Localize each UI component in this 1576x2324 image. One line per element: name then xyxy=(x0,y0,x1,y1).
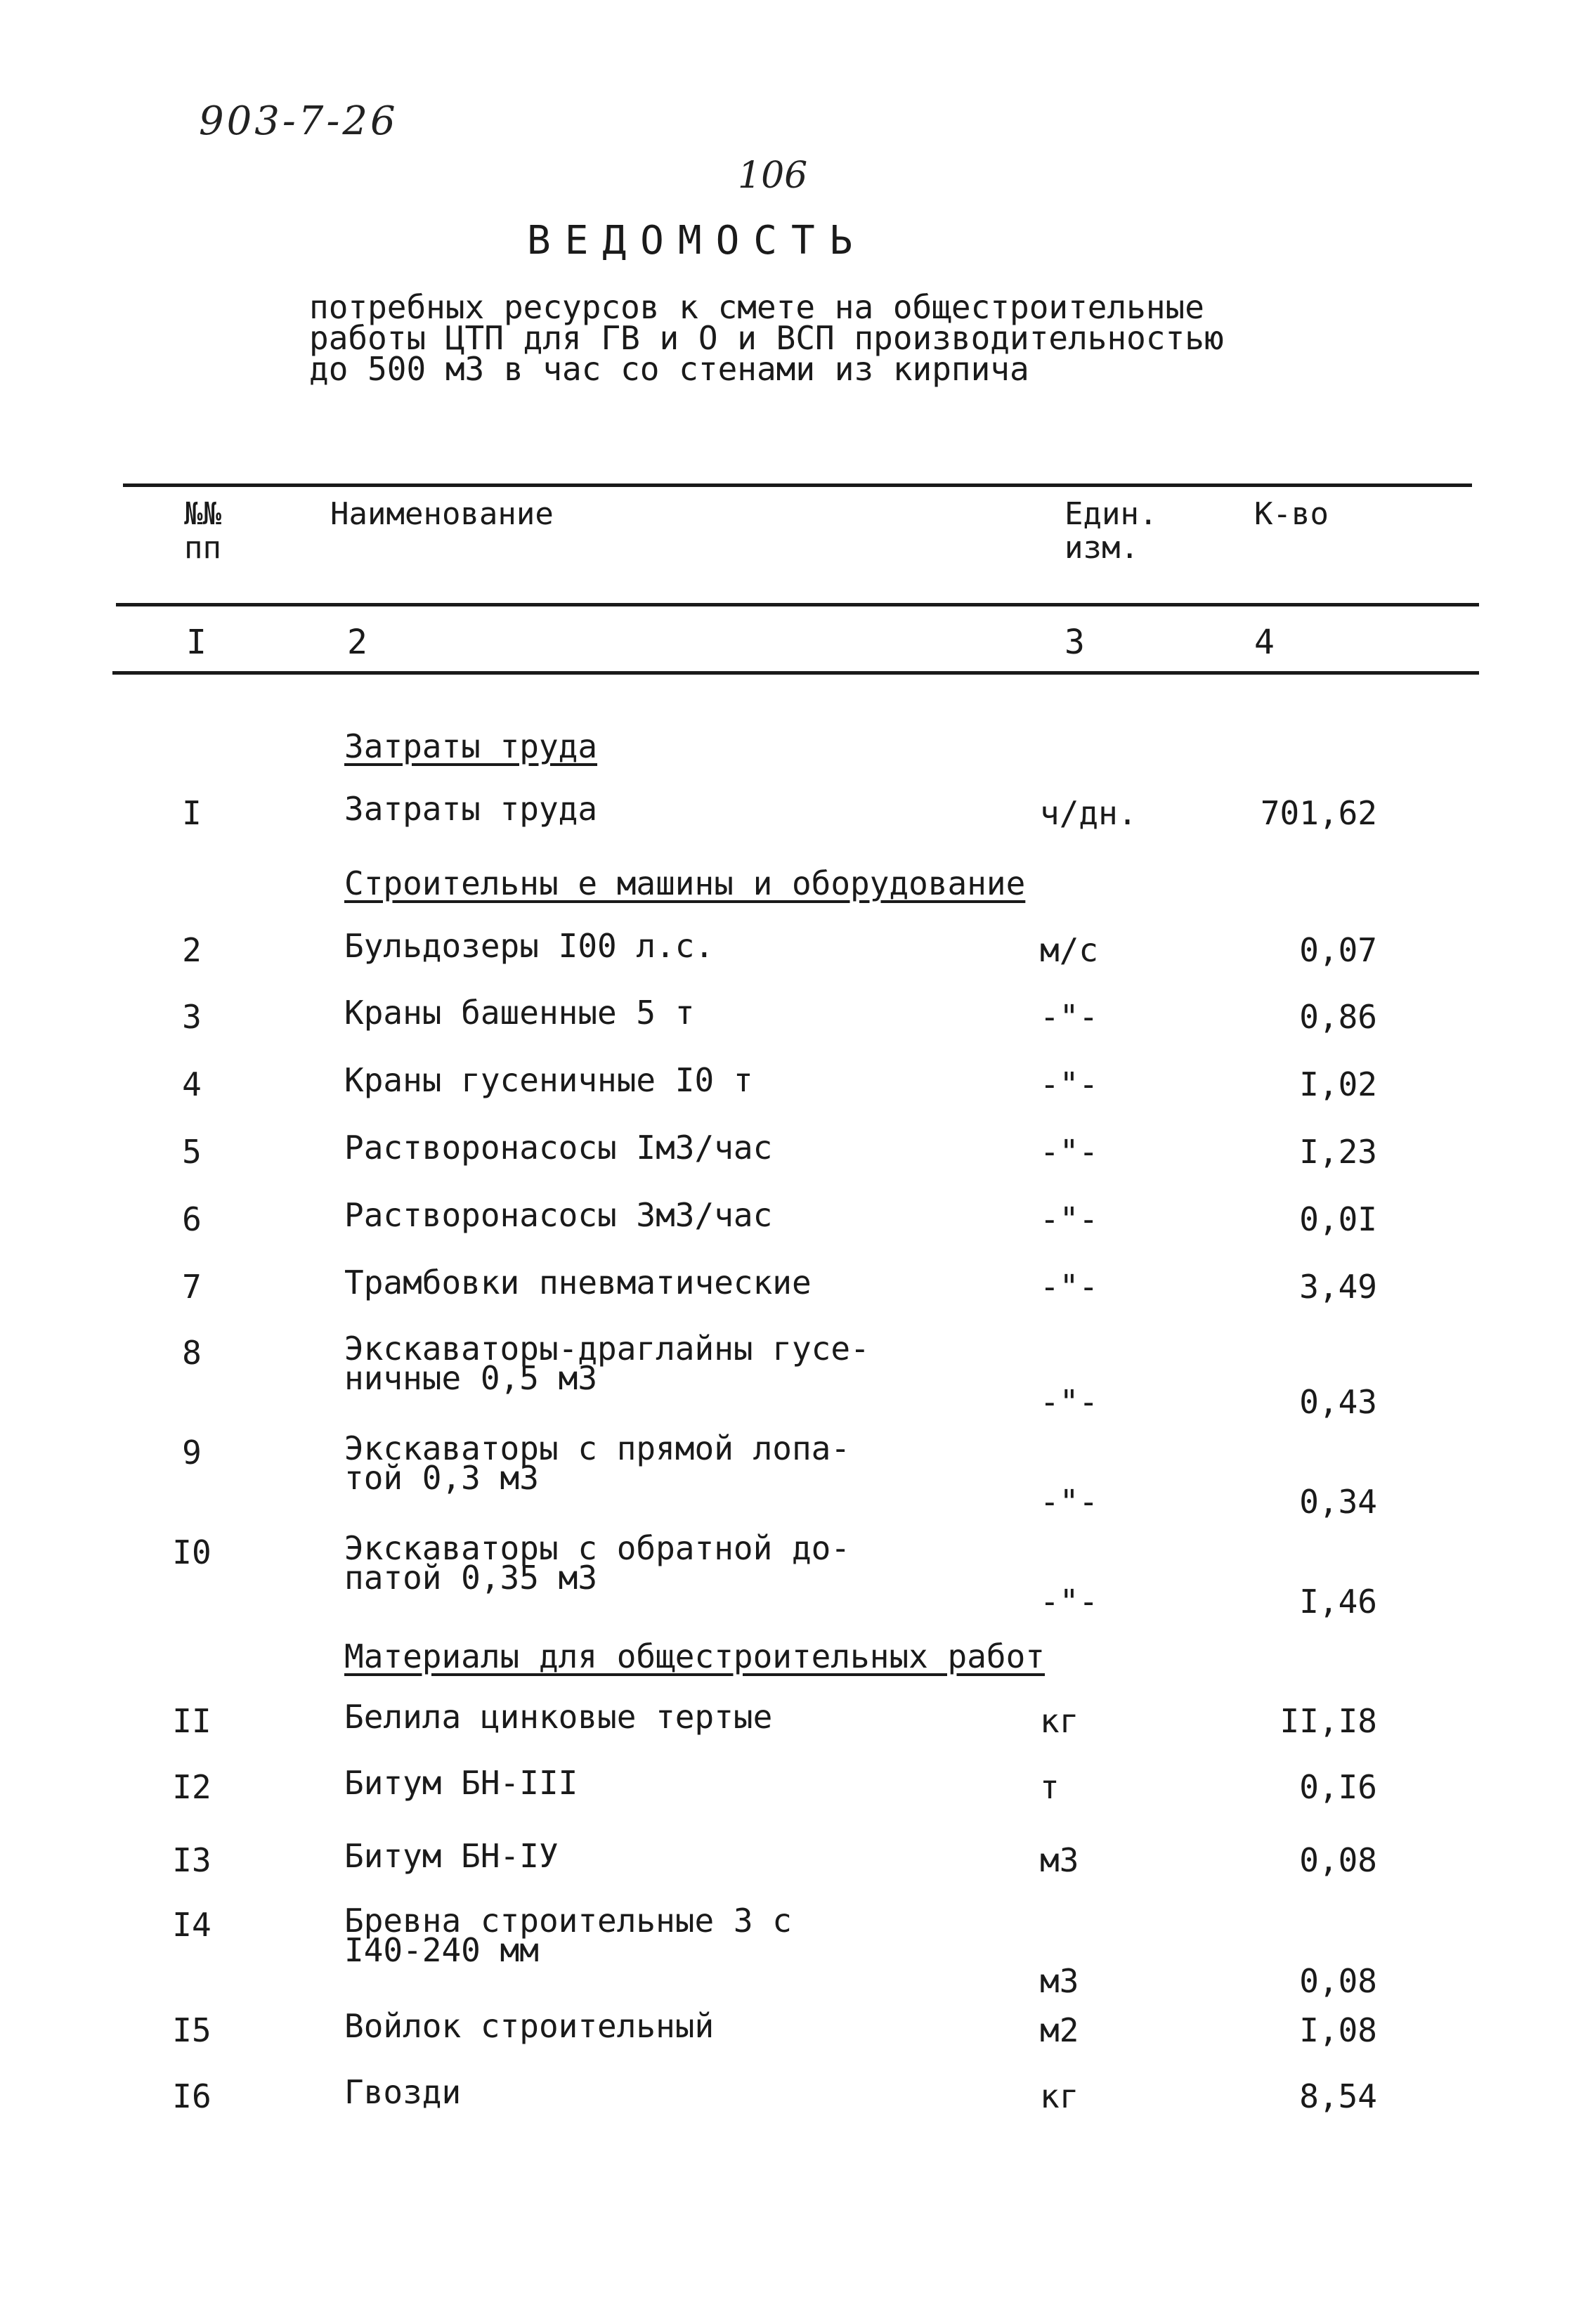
section-title-labor: Затраты труда xyxy=(344,727,598,765)
table-top-rule xyxy=(123,483,1472,487)
row-unit: м/с xyxy=(1040,931,1099,969)
header-number xyxy=(184,498,221,565)
row-quantity: 3,49 xyxy=(1299,1268,1377,1306)
row-number: II xyxy=(172,1702,211,1740)
row-name: Краны башенные 5 т xyxy=(344,994,695,1032)
header-unit-line1: Един. xyxy=(1064,496,1158,532)
row-name-line: Экскаваторы с обратной до- xyxy=(344,1529,851,1567)
row-name: Войлок строительный xyxy=(344,2007,715,2045)
row-name xyxy=(344,1429,851,1497)
column-number-1: I xyxy=(186,623,207,662)
row-quantity: 0,34 xyxy=(1299,1483,1377,1521)
subtitle-line: до 500 м3 в час со стенами из кирпича xyxy=(309,350,1029,388)
header-unit-line2: изм. xyxy=(1064,530,1139,566)
row-number: I xyxy=(182,794,202,832)
section-title-machines: Строительны е машины и оборудование xyxy=(344,864,1026,902)
column-number-3: 3 xyxy=(1064,623,1085,662)
row-number: I0 xyxy=(172,1533,211,1571)
header-number-line1: №№ xyxy=(184,496,221,532)
row-unit: -"- xyxy=(1040,998,1099,1036)
document-title: ВЕДОМОСТЬ xyxy=(527,218,867,264)
row-quantity: 0,43 xyxy=(1299,1383,1377,1421)
row-unit: -"- xyxy=(1040,1133,1099,1171)
row-quantity: II,I8 xyxy=(1279,1702,1377,1740)
row-name: Битум БН-IУ xyxy=(344,1837,559,1875)
row-name-line: той 0,3 м3 xyxy=(344,1459,539,1497)
row-quantity: 0,08 xyxy=(1299,1841,1377,1879)
row-quantity: 0,07 xyxy=(1299,931,1377,969)
row-unit: м2 xyxy=(1040,2011,1079,2049)
column-numbers-rule xyxy=(112,671,1479,675)
row-name: Гвозди xyxy=(344,2073,462,2111)
row-quantity: 701,62 xyxy=(1260,794,1377,832)
row-number: 5 xyxy=(182,1133,202,1171)
row-name: Краны гусеничные I0 т xyxy=(344,1061,753,1099)
row-unit: м3 xyxy=(1040,1841,1079,1879)
column-number-2: 2 xyxy=(347,623,367,662)
row-number: 2 xyxy=(182,931,202,969)
column-number-4: 4 xyxy=(1254,623,1275,662)
row-name: Белила цинковые тертые xyxy=(344,1698,773,1736)
row-quantity: 0,I6 xyxy=(1299,1768,1377,1806)
row-number: I2 xyxy=(172,1768,211,1806)
row-unit: м3 xyxy=(1040,1962,1079,2000)
header-name: Наименование xyxy=(330,496,554,532)
row-number: 7 xyxy=(182,1268,202,1306)
row-quantity: 8,54 xyxy=(1299,2077,1377,2115)
section-title-materials: Материалы для общестроительных работ xyxy=(344,1637,1045,1675)
row-number: 9 xyxy=(182,1434,202,1472)
header-unit xyxy=(1064,498,1157,565)
document-code: 903-7-26 xyxy=(199,98,398,144)
row-unit: кг xyxy=(1040,2077,1079,2115)
row-name xyxy=(344,1330,870,1397)
row-name-line: Бревна строительные 3 с xyxy=(344,1902,792,1940)
row-number: 4 xyxy=(182,1065,202,1103)
row-unit: -"- xyxy=(1040,1268,1099,1306)
row-quantity: 0,0I xyxy=(1299,1200,1377,1238)
row-unit: -"- xyxy=(1040,1583,1099,1621)
subtitle-line: работы ЦТП для ГВ и О и ВСП производительностью xyxy=(309,319,1224,357)
row-name: Затраты труда xyxy=(344,790,598,828)
row-quantity: 0,86 xyxy=(1299,998,1377,1036)
row-unit: -"- xyxy=(1040,1483,1099,1521)
row-name-line: Экскаваторы с прямой лопа- xyxy=(344,1429,851,1467)
header-bottom-rule xyxy=(116,603,1479,606)
row-unit: т xyxy=(1040,1768,1060,1806)
row-number: I5 xyxy=(172,2011,211,2049)
row-number: 3 xyxy=(182,998,202,1036)
row-number: I4 xyxy=(172,1906,211,1944)
row-quantity: I,46 xyxy=(1299,1583,1377,1621)
row-name xyxy=(344,1902,792,1969)
row-name: Растворонасосы Iм3/час xyxy=(344,1129,773,1167)
row-quantity: I,23 xyxy=(1299,1133,1377,1171)
row-name: Бульдозеры I00 л.с. xyxy=(344,927,715,965)
row-name-line: патой 0,35 м3 xyxy=(344,1559,598,1597)
header-number-line2: пп xyxy=(184,530,221,566)
row-quantity: 0,08 xyxy=(1299,1962,1377,2000)
row-name: Растворонасосы 3м3/час xyxy=(344,1196,773,1234)
row-number: I3 xyxy=(172,1841,211,1879)
row-name xyxy=(344,1529,851,1597)
row-name: Трамбовки пневматические xyxy=(344,1264,812,1301)
row-unit: -"- xyxy=(1040,1200,1099,1238)
row-name-line: Экскаваторы-драглайны гусе- xyxy=(344,1330,870,1368)
header-quantity: К-во xyxy=(1254,496,1329,532)
subtitle-line: потребных ресурсов к смете на общестроительные xyxy=(309,288,1204,326)
row-name-line: ничные 0,5 м3 xyxy=(344,1359,598,1397)
row-quantity: I,02 xyxy=(1299,1065,1377,1103)
row-unit: ч/дн. xyxy=(1040,794,1138,832)
row-unit: кг xyxy=(1040,1702,1079,1740)
row-name: Битум БН-III xyxy=(344,1764,578,1802)
document-subtitle xyxy=(309,288,1363,388)
page-number: 106 xyxy=(738,155,808,197)
row-number: 6 xyxy=(182,1200,202,1238)
row-unit: -"- xyxy=(1040,1383,1099,1421)
row-number: I6 xyxy=(172,2077,211,2115)
row-quantity: I,08 xyxy=(1299,2011,1377,2049)
row-number: 8 xyxy=(182,1334,202,1372)
row-unit: -"- xyxy=(1040,1065,1099,1103)
row-name-line: I40-240 мм xyxy=(344,1931,539,1969)
